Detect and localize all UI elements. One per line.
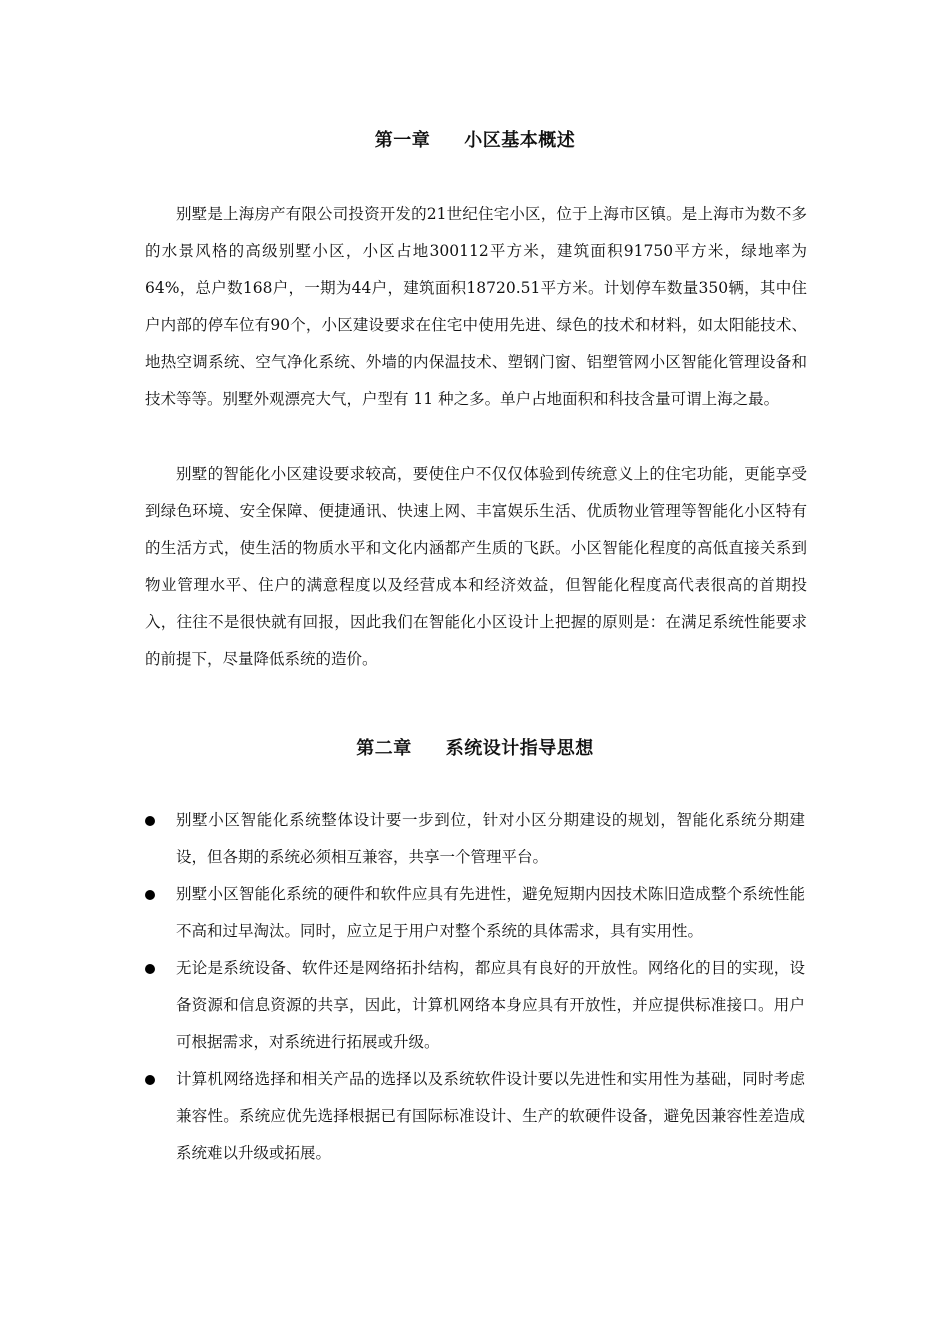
chapter-1-number: 第一章 bbox=[374, 130, 431, 151]
chapter-1-title: 小区基本概述 bbox=[464, 130, 576, 151]
list-item bbox=[145, 876, 805, 950]
list-item bbox=[145, 1061, 805, 1172]
list-item-text: 计算机网络选择和相关产品的选择以及系统软件设计要以先进性和实用性为基础，同时考虑兼容性。系统应优先选择根据已有国际标准设计、生产的软硬件设备，避免因兼容性差造成系统难以升级或拓展。 bbox=[176, 1070, 805, 1162]
list-item-text: 别墅小区智能化系统的硬件和软件应具有先进性，避免短期内因技术陈旧造成整个系统性能不高和过早淘汰。同时，应立足于用户对整个系统的具体需求，具有实用性。 bbox=[176, 885, 805, 940]
chapter-1-heading bbox=[0, 126, 950, 152]
bullet-icon bbox=[145, 816, 155, 826]
chapter-2-number: 第二章 bbox=[356, 738, 412, 759]
list-item-text: 别墅小区智能化系统整体设计要一步到位，针对小区分期建设的规划，智能化系统分期建设，但各期的系统必须相互兼容，共享一个管理平台。 bbox=[176, 811, 805, 866]
chapter-1-paragraph-1: 别墅是上海房产有限公司投资开发的21世纪住宅小区，位于上海市区镇。是上海市为数不多的水景风格的高级别墅小区，小区占地300112平方米，建筑面积91750平方米，绿地率为64%，总户数168户，一期为44户，建筑面积18720.51平方米。计划停车数量350辆，其中住户内部的停车位有90个，小区建设要求在住宅中使用先进、绿色的技术和材料，如太阳能技术、地热空调系统、空气净化系统、外墙的内保温技术、塑钢门窗、铝塑管网小区智能化管理设备和技术等等。别墅外观漂亮大气，户型有 11 种之多。单户占地面积和科技含量可谓上海之最。 bbox=[145, 205, 807, 408]
bullet-icon bbox=[145, 1075, 155, 1085]
chapter-2-heading bbox=[0, 734, 950, 760]
bullet-icon bbox=[145, 964, 155, 974]
list-item bbox=[145, 802, 805, 876]
design-principles-list bbox=[145, 802, 805, 1172]
chapter-2-title: 系统设计指导思想 bbox=[445, 738, 594, 759]
bullet-icon bbox=[145, 890, 155, 900]
chapter-1-paragraph-2: 别墅的智能化小区建设要求较高，要使住户不仅仅体验到传统意义上的住宅功能，更能享受到绿色环境、安全保障、便捷通讯、快速上网、丰富娱乐生活、优质物业管理等智能化小区特有的生活方式，使生活的物质水平和文化内涵都产生质的飞跃。小区智能化程度的高低直接关系到物业管理水平、住户的满意程度以及经营成本和经济效益，但智能化程度高代表很高的首期投入，往往不是很快就有回报，因此我们在智能化小区设计上把握的原则是：在满足系统性能要求的前提下，尽量降低系统的造价。 bbox=[145, 465, 807, 668]
list-item bbox=[145, 950, 805, 1061]
list-item-text: 无论是系统设备、软件还是网络拓扑结构，都应具有良好的开放性。网络化的目的实现，设备资源和信息资源的共享，因此，计算机网络本身应具有开放性，并应提供标准接口。用户可根据需求，对系统进行拓展或升级。 bbox=[176, 959, 805, 1051]
